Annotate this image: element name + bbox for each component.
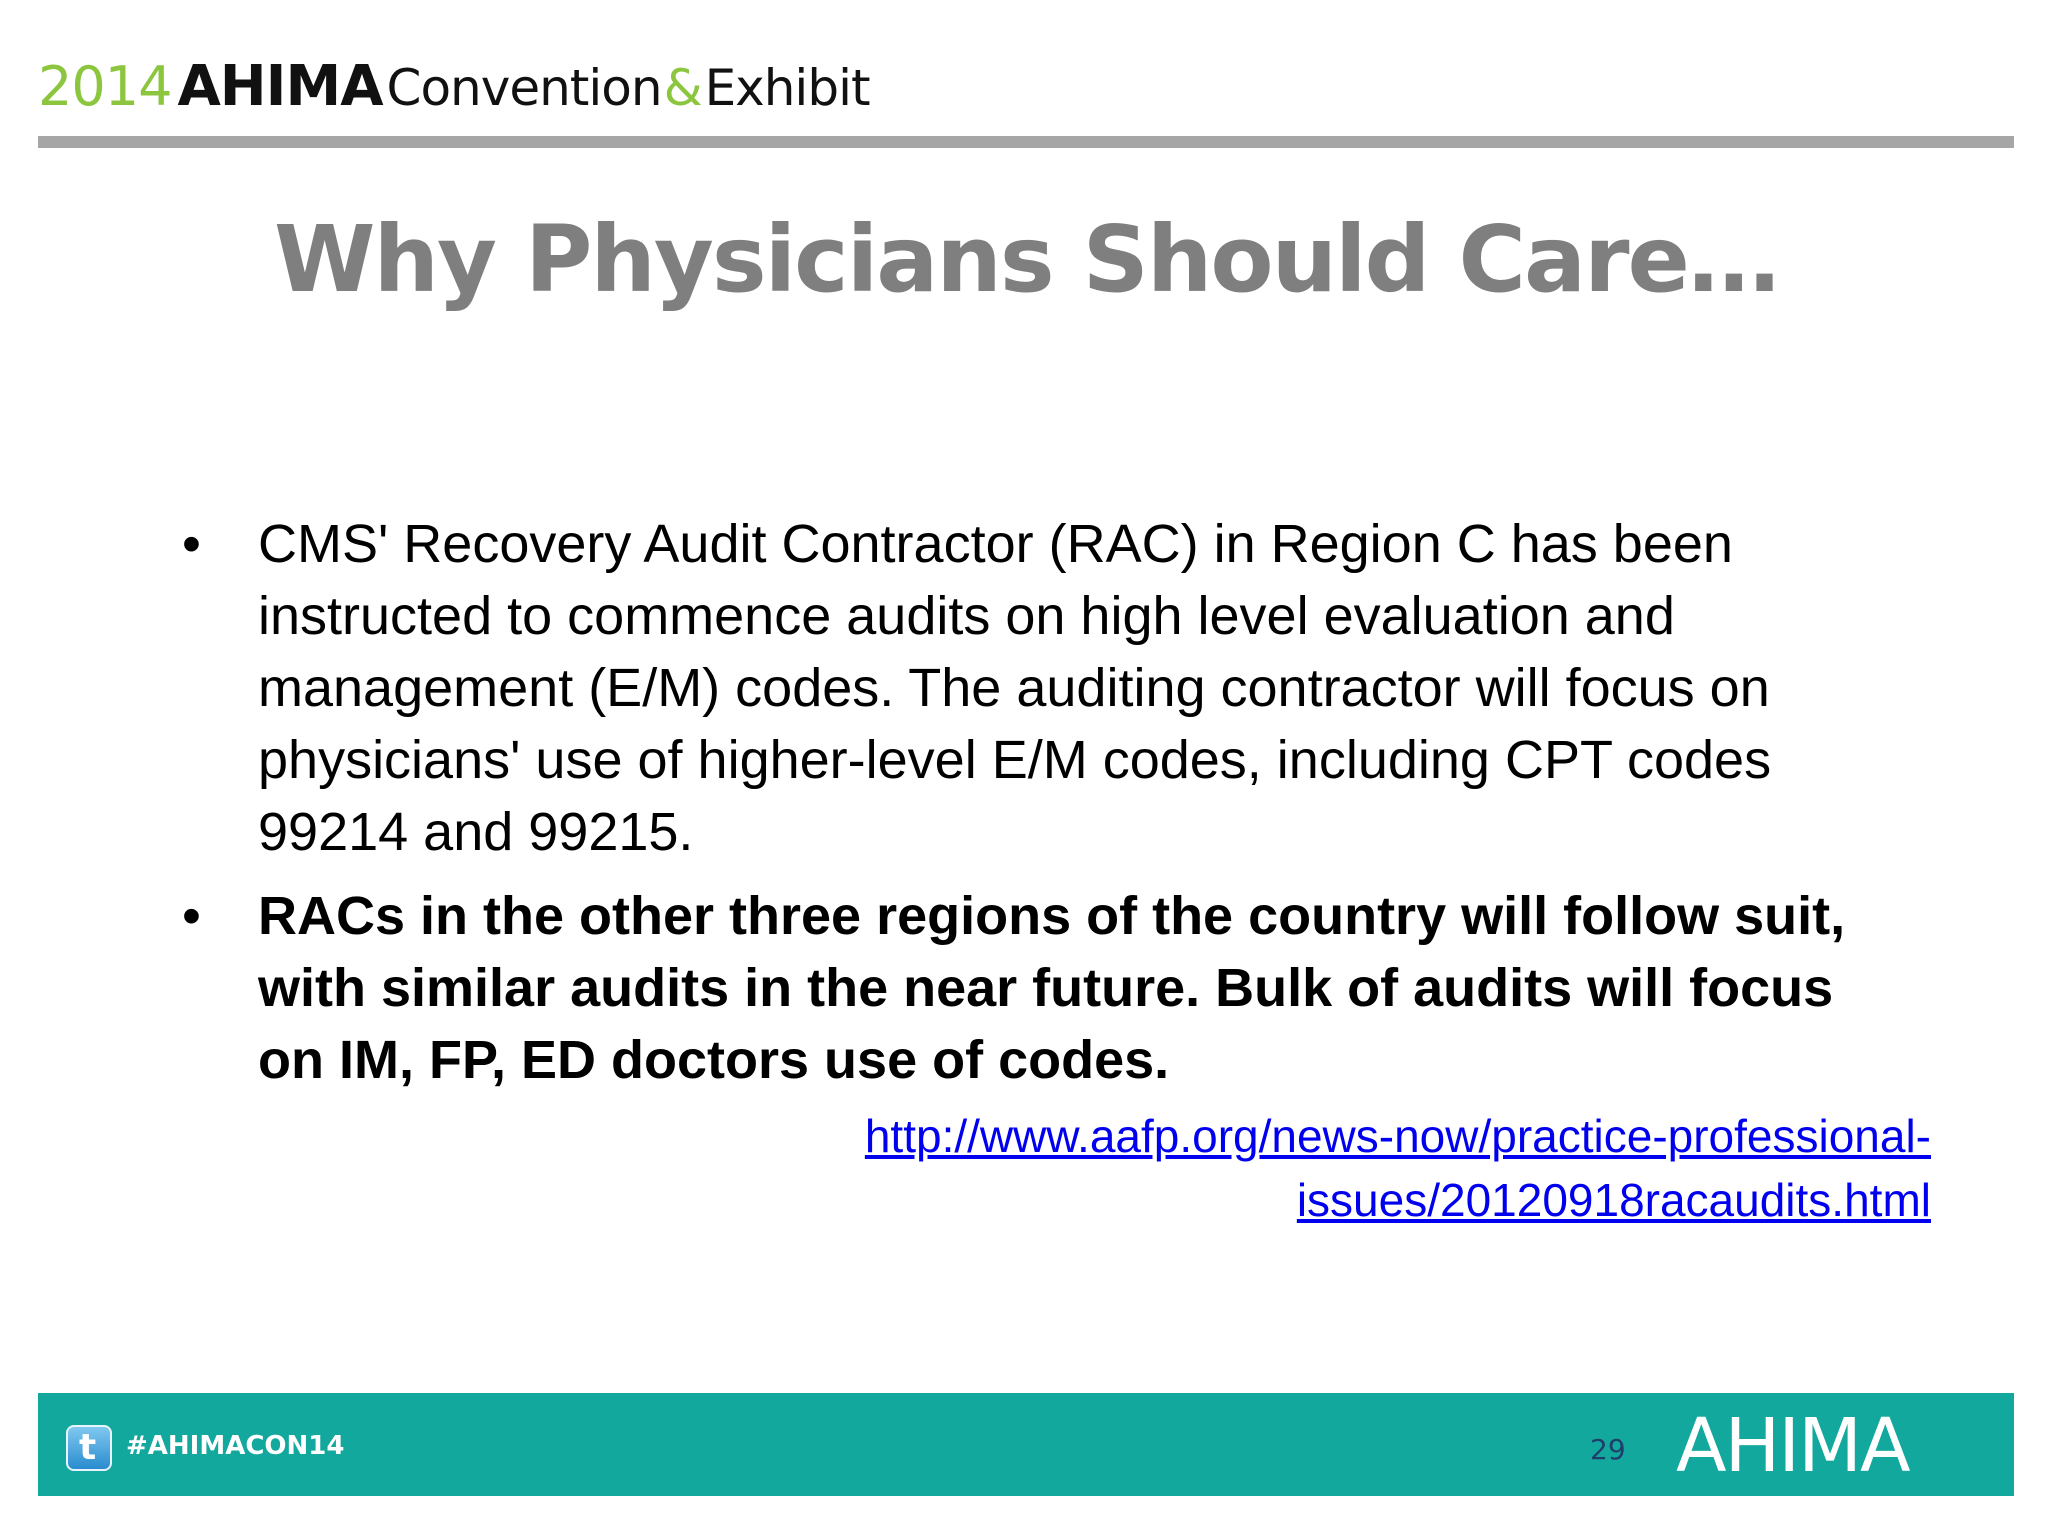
bullet-marker: • bbox=[182, 514, 201, 574]
bullet-text: CMS' Recovery Audit Contractor (RAC) in Region C has been instructed to commence audits on high level evaluation and management (E/M) codes. The auditing contractor will focus on physicians' use of higher-level E/M codes, including CPT codes 99214 and 99215. bbox=[258, 514, 1772, 862]
source-link[interactable]: http://www.aafp.org/news-now/practice-professional-issues/20120918racaudits.html bbox=[864, 1110, 1931, 1226]
bullet-list bbox=[176, 508, 1896, 1096]
bullet-marker: • bbox=[182, 886, 201, 946]
logo-exhibit: Exhibit bbox=[704, 59, 870, 117]
twitter-glyph: t bbox=[79, 1427, 97, 1468]
bullet-text: RACs in the other three regions of the country will follow suit, with similar audits in the near future. Bulk of audits will focus on IM, FP, ED doctors use of codes. bbox=[258, 886, 1846, 1090]
ahima-logo: AHIMA bbox=[1676, 1403, 1909, 1489]
logo-convention: Convention bbox=[386, 59, 662, 117]
bullet-item-other-regions bbox=[176, 880, 1896, 1096]
conference-logo bbox=[38, 54, 870, 119]
twitter-icon[interactable] bbox=[66, 1425, 112, 1471]
hashtag: #AHIMACON14 bbox=[126, 1431, 345, 1461]
logo-ahima: AHIMA bbox=[177, 54, 383, 119]
logo-ampersand: & bbox=[663, 59, 703, 117]
page-number: 29 bbox=[1590, 1433, 1626, 1466]
bullet-item-rac-region-c bbox=[176, 508, 1896, 868]
footer-bar bbox=[38, 1393, 2014, 1496]
header-divider bbox=[38, 136, 2014, 148]
slide-title: Why Physicians Should Care… bbox=[274, 206, 1778, 313]
logo-year: 2014 bbox=[38, 55, 172, 118]
